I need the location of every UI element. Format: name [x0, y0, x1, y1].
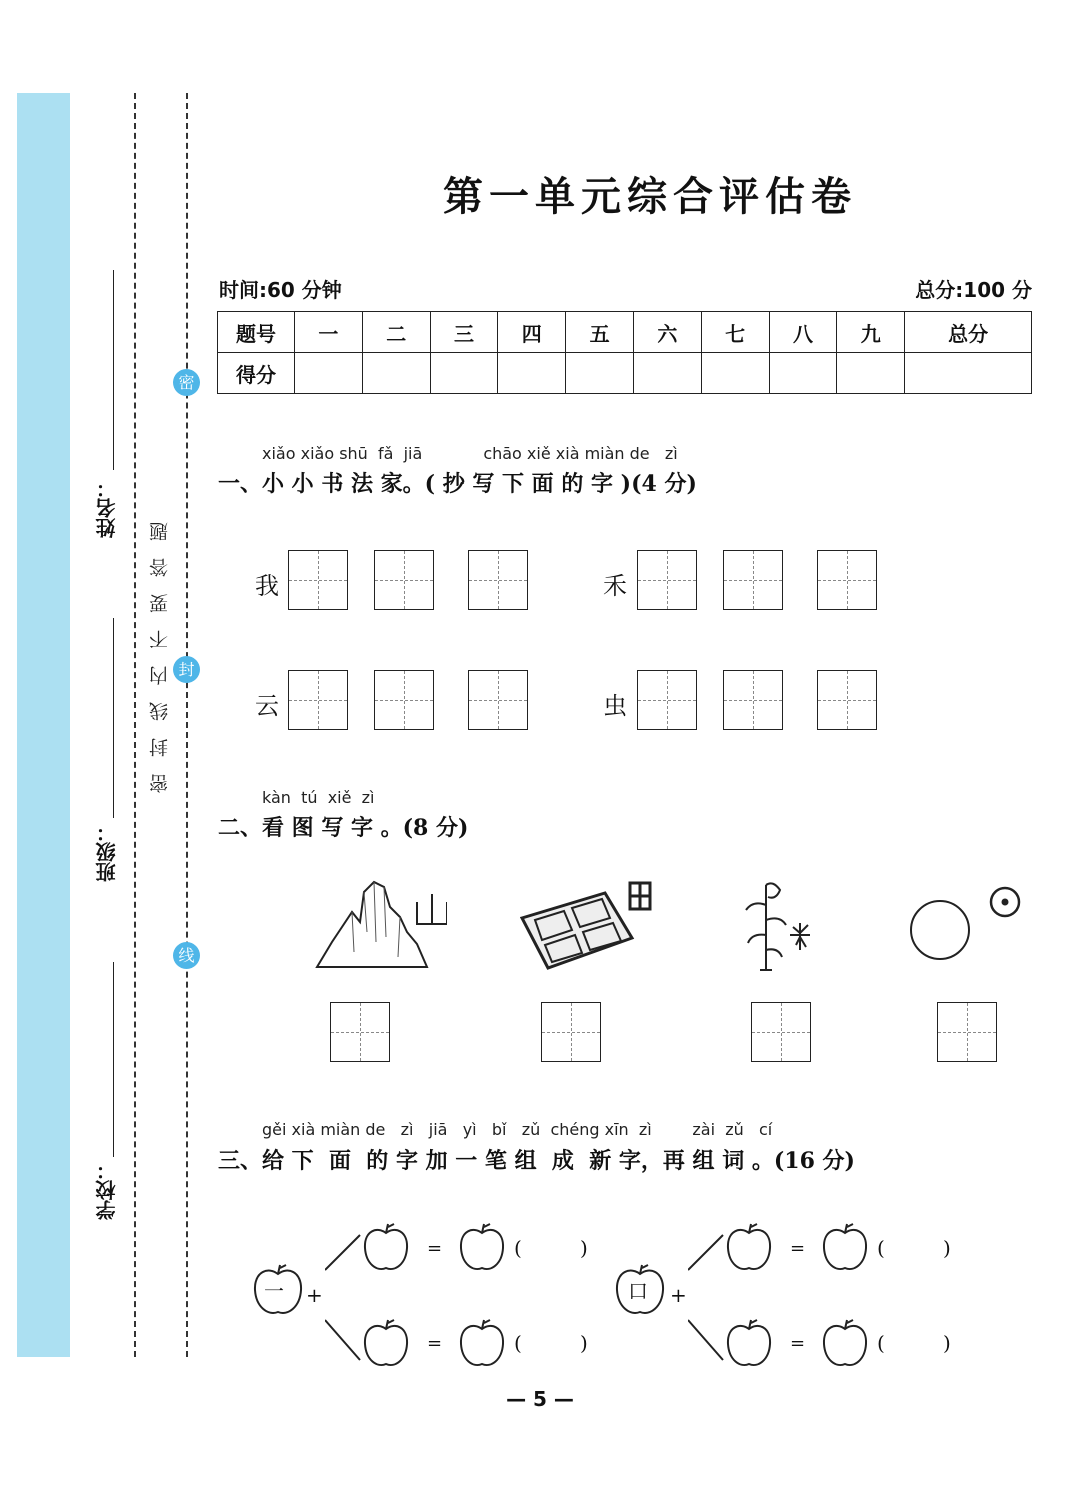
- header-cell: 八: [769, 312, 837, 353]
- q1-heading: 一、小 小 书 法 家。( 抄 写 下 面 的 字 )(4 分): [218, 471, 697, 497]
- q1-char-he: 禾: [603, 572, 627, 600]
- q2-heading: 二、看 图 写 字 。(8 分): [218, 815, 469, 841]
- score-table-score-row: [218, 353, 1032, 394]
- writing-grid[interactable]: [330, 1002, 390, 1062]
- writing-grid[interactable]: [288, 550, 348, 610]
- name-field-line[interactable]: [113, 270, 114, 470]
- q2-pinyin: kàn tú xiě zì: [262, 788, 375, 807]
- q1-pinyin: xiǎo xiǎo shū fǎ jiā chāo xiě xià miàn de zì: [262, 444, 678, 463]
- header-cell: 总分: [905, 312, 1032, 353]
- header-cell: 三: [430, 312, 498, 353]
- row-label: 得分: [218, 353, 295, 394]
- sun-picture-icon: [905, 880, 1030, 965]
- equals-sign: =: [790, 1333, 806, 1354]
- score-cell[interactable]: [566, 353, 634, 394]
- plus-sign: +: [670, 1283, 687, 1307]
- writing-grid[interactable]: [637, 550, 697, 610]
- writing-grid[interactable]: [751, 1002, 811, 1062]
- field-picture-icon: [520, 878, 655, 973]
- writing-grid[interactable]: [468, 670, 528, 730]
- writing-grid[interactable]: [541, 1002, 601, 1062]
- q1-char-chong: 虫: [603, 692, 627, 720]
- word-blank[interactable]: [528, 1331, 578, 1359]
- plus-sign: +: [306, 1283, 323, 1307]
- school-field-label: 学校：: [95, 1160, 119, 1220]
- header-cell: 九: [837, 312, 905, 353]
- score-cell[interactable]: [701, 353, 769, 394]
- q1-char-wo: 我: [255, 572, 279, 600]
- writing-grid[interactable]: [288, 670, 348, 730]
- writing-grid[interactable]: [723, 550, 783, 610]
- seal-mark-xian: 线: [173, 942, 200, 969]
- writing-grid[interactable]: [937, 1002, 997, 1062]
- equals-sign: =: [790, 1238, 806, 1259]
- apple-base-1: [250, 1262, 306, 1322]
- fold-line-left: [134, 93, 136, 1357]
- equals-sign: =: [427, 1333, 443, 1354]
- header-cell: 二: [362, 312, 430, 353]
- writing-grid[interactable]: [637, 670, 697, 730]
- q3-heading: 三、给 下 面 的 字 加 一 笔 组 成 新 字，再 组 词 。(16 分): [218, 1148, 855, 1174]
- base-char: 口: [628, 1279, 648, 1303]
- score-cell[interactable]: [905, 353, 1032, 394]
- paren-open: (: [514, 1236, 522, 1260]
- word-blank[interactable]: [528, 1236, 578, 1264]
- header-cell: 一: [295, 312, 363, 353]
- binding-strip: [17, 93, 70, 1357]
- writing-grid[interactable]: [723, 670, 783, 730]
- word-blank[interactable]: [891, 1236, 941, 1264]
- seal-mark-mi: 密: [173, 369, 200, 396]
- score-cell[interactable]: [295, 353, 363, 394]
- apple-icon[interactable]: [456, 1318, 508, 1370]
- apple-icon[interactable]: [723, 1222, 775, 1274]
- class-field-label: 班级：: [95, 822, 119, 882]
- score-cell[interactable]: [362, 353, 430, 394]
- apple-base-2: [612, 1262, 668, 1322]
- score-table: [217, 311, 1032, 394]
- apple-icon[interactable]: [819, 1318, 871, 1370]
- score-cell[interactable]: [837, 353, 905, 394]
- score-cell[interactable]: [430, 353, 498, 394]
- score-table-header-row: [218, 312, 1032, 353]
- total-score: 总分:100 分: [915, 278, 1032, 302]
- school-field-line[interactable]: [113, 962, 114, 1157]
- paren-open: (: [877, 1236, 885, 1260]
- header-cell: 四: [498, 312, 566, 353]
- header-cell: 七: [701, 312, 769, 353]
- header-cell: 六: [633, 312, 701, 353]
- class-field-line[interactable]: [113, 618, 114, 818]
- mountain-picture-icon: [312, 872, 447, 972]
- score-cell[interactable]: [498, 353, 566, 394]
- apple-icon[interactable]: [723, 1318, 775, 1370]
- writing-grid[interactable]: [374, 670, 434, 730]
- seal-mark-feng: 封: [173, 656, 200, 683]
- equals-sign: =: [427, 1238, 443, 1259]
- time-limit: 时间:60 分钟: [219, 278, 342, 302]
- page-number: — 5 —: [506, 1387, 574, 1411]
- paren-open: (: [877, 1331, 885, 1355]
- word-blank[interactable]: [891, 1331, 941, 1359]
- q1-char-yun: 云: [255, 692, 279, 720]
- apple-icon[interactable]: [819, 1222, 871, 1274]
- apple-icon[interactable]: [360, 1318, 412, 1370]
- q3-pinyin: gěi xià miàn de zì jiā yì bǐ zǔ chéng xīn zì zài zǔ cí: [262, 1120, 773, 1139]
- writing-grid[interactable]: [374, 550, 434, 610]
- seal-warning: 密封线内不要答题: [149, 505, 171, 793]
- writing-grid[interactable]: [817, 670, 877, 730]
- apple-icon[interactable]: [360, 1222, 412, 1274]
- paren-close: ): [580, 1331, 588, 1355]
- header-cell: 五: [566, 312, 634, 353]
- score-cell[interactable]: [769, 353, 837, 394]
- paren-open: (: [514, 1331, 522, 1355]
- apple-icon[interactable]: [456, 1222, 508, 1274]
- grain-picture-icon: [738, 875, 818, 973]
- paren-close: ): [943, 1331, 951, 1355]
- header-cell: 题号: [218, 312, 295, 353]
- writing-grid[interactable]: [817, 550, 877, 610]
- base-char: 一: [264, 1279, 284, 1303]
- paren-close: ): [580, 1236, 588, 1260]
- score-cell[interactable]: [633, 353, 701, 394]
- fold-line-right: [186, 93, 188, 1357]
- paren-close: ): [943, 1236, 951, 1260]
- writing-grid[interactable]: [468, 550, 528, 610]
- name-field-label: 姓名：: [95, 478, 119, 538]
- page-title: 第一单元综合评估卷: [443, 173, 857, 220]
